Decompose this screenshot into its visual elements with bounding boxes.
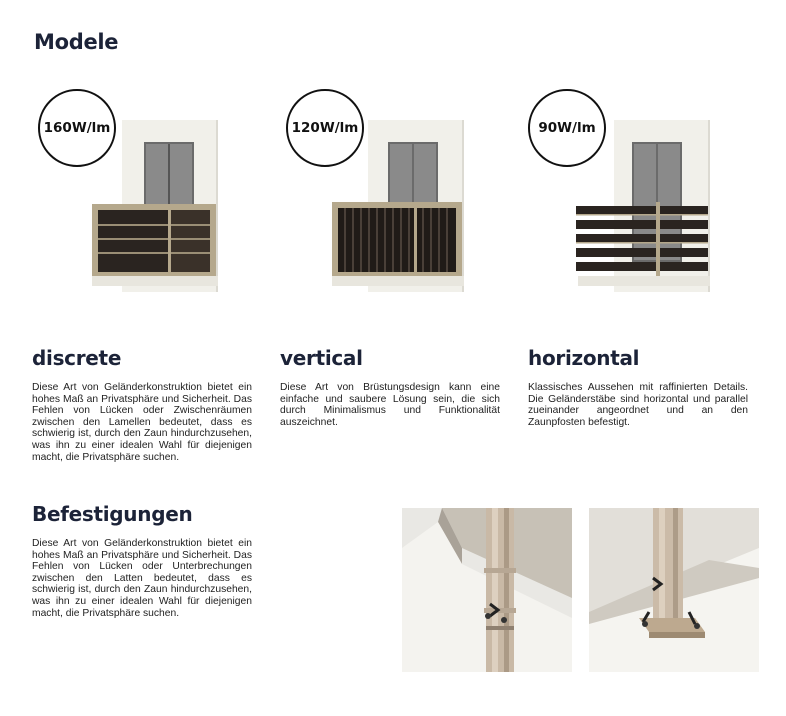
fixings-description: Diese Art von Geländerkonstruktion bietet ein hohes Maß an Privatsphäre und Sicherheit. Das Fehlen von Lücken oder Unterbrechungen zwischen den Latten bedeutet, dass es schwierig ist, durch den Zaun hindurchzusehen, was ihn zu einer idealen Wahl für diejenigen macht, die Privatsphäre suchen. bbox=[32, 538, 252, 619]
model-name-horizontal: horizontal bbox=[528, 346, 640, 370]
fixings-title: Befestigungen bbox=[32, 502, 193, 526]
model-description-vertical: Diese Art von Brüstungsdesign kann eine einfache und saubere Lösung sein, die sich durch Minimalismus und Funktionalität auszeichnet. bbox=[280, 382, 500, 428]
top-mount-fixing-image bbox=[589, 508, 759, 672]
efficiency-badge: 160W/lm bbox=[38, 89, 116, 167]
model-description-discrete: Diese Art von Geländerkonstruktion bietet ein hohes Maß an Privatsphäre und Sicherheit. Das Fehlen von Lücken oder Zwischenräumen zwischen den Lamellen bedeutet, dass es schwierig ist, durch den Zaun hindurchzusehen, was ihn zu einer idealen Wahl für diejenigen macht, die Privatsphäre suchen. bbox=[32, 382, 252, 463]
model-name-vertical: vertical bbox=[280, 346, 363, 370]
page-title: Modele bbox=[34, 30, 119, 54]
efficiency-badge: 120W/lm bbox=[286, 89, 364, 167]
model-name-discrete: discrete bbox=[32, 346, 122, 370]
model-description-horizontal: Klassisches Aussehen mit raffinierten Details. Die Geländerstäbe sind horizontal und parallel zueinander angeordnet und an den Zaunpfosten befestigt. bbox=[528, 382, 748, 428]
efficiency-badge: 90W/lm bbox=[528, 89, 606, 167]
side-mount-fixing-image bbox=[402, 508, 572, 672]
